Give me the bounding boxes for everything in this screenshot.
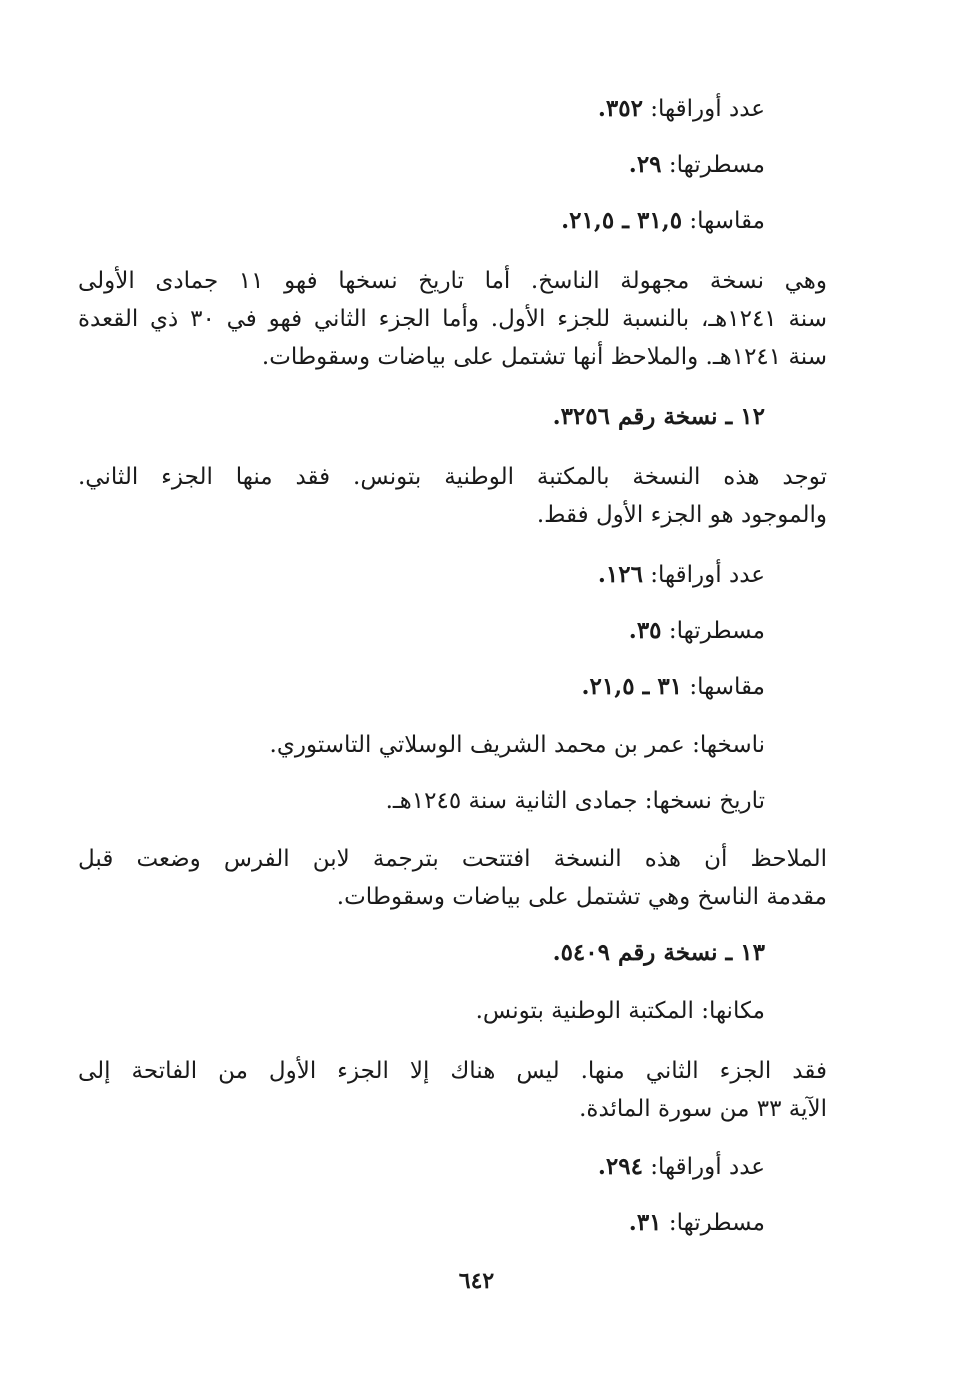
lines-value: ٢٩. bbox=[628, 151, 662, 178]
entry13-note-line-2: الآية ٣٣ من سورة المائدة. bbox=[579, 1096, 827, 1122]
copyist-value: عمر بن محمد الشريف الوسلاتي التاستوري. bbox=[269, 732, 685, 758]
leaves-value: ١٢٦. bbox=[597, 561, 643, 588]
entry13-note-line-1: فقد الجزء الثاني منها. ليس هناك إلا الجزء الأول من الفاتحة إلى bbox=[78, 1058, 827, 1084]
size-label: مقاسها: bbox=[689, 208, 765, 234]
entry13-leaves-line bbox=[598, 1148, 765, 1186]
entry11-description-line-3: سنة ١٢٤١هـ. والملاحظ أنها تشتمل على بياضات وسقوطات. bbox=[261, 344, 827, 370]
leaves-label: عدد أوراقها: bbox=[650, 562, 765, 588]
entry12-size-line bbox=[582, 668, 765, 706]
entry12-location-line-1: توجد هذه النسخة بالمكتبة الوطنية بتونس. فقد منها الجزء الثاني. bbox=[78, 464, 827, 490]
copyist-label: ناسخها: bbox=[692, 732, 765, 758]
leaves-value: ٢٩٤. bbox=[597, 1153, 643, 1180]
lines-label: مسطرتها: bbox=[668, 152, 765, 178]
leaves-value: ٣٥٢. bbox=[597, 95, 643, 122]
leaves-label: عدد أوراقها: bbox=[650, 96, 765, 122]
entry11-size-line bbox=[561, 202, 765, 240]
lines-label: مسطرتها: bbox=[668, 1210, 765, 1236]
entry11-leaves-line bbox=[598, 90, 765, 128]
date-value: جمادى الثانية سنة ١٢٤٥هـ. bbox=[385, 788, 638, 814]
page-number: ٦٤٢ bbox=[458, 1268, 495, 1294]
entry12-heading: ١٢ ـ نسخة رقم ٣٢٥٦. bbox=[552, 403, 765, 430]
entry12-date-line bbox=[386, 782, 765, 820]
leaves-label: عدد أوراقها: bbox=[650, 1154, 765, 1180]
entry12-location-line-2: والموجود هو الجزء الأول فقط. bbox=[536, 502, 827, 528]
entry11-description-line-2: سنة ١٢٤١هـ، بالنسبة للجزء الأول. وأما الجزء الثاني فهو في ٣٠ ذي القعدة bbox=[78, 306, 828, 332]
entry11-lines-line bbox=[629, 146, 765, 184]
lines-value: ٣١. bbox=[628, 1209, 662, 1236]
entry13-heading: ١٣ ـ نسخة رقم ٥٤٠٩. bbox=[552, 939, 765, 966]
place-value: المكتبة الوطنية بتونس. bbox=[475, 998, 694, 1024]
entry12-note-line-2: مقدمة الناسخ وهي تشتمل على بياضات وسقوطات. bbox=[336, 884, 827, 910]
lines-value: ٣٥. bbox=[628, 617, 662, 644]
entry13-lines-line bbox=[629, 1204, 765, 1242]
entry12-leaves-line bbox=[598, 556, 765, 594]
lines-label: مسطرتها: bbox=[668, 618, 765, 644]
entry11-description-line-1: وهي نسخة مجهولة الناسخ. أما تاريخ نسخها فهو ١١ جمادى الأولى bbox=[78, 268, 828, 294]
size-value: ٣١,٥ ـ ٢١,٥. bbox=[561, 207, 683, 234]
place-label: مكانها: bbox=[701, 998, 765, 1024]
date-label: تاريخ نسخها: bbox=[644, 788, 765, 814]
entry13-place-line bbox=[476, 992, 765, 1030]
size-label: مقاسها: bbox=[689, 674, 765, 700]
entry12-lines-line bbox=[629, 612, 765, 650]
size-value: ٣١ ـ ٢١,٥. bbox=[581, 673, 683, 700]
entry12-copyist-line bbox=[270, 726, 765, 764]
entry12-note-line-1: الملاحظ أن هذه النسخة افتتحت بترجمة لابن الفرس وضعت قبل bbox=[78, 846, 827, 872]
